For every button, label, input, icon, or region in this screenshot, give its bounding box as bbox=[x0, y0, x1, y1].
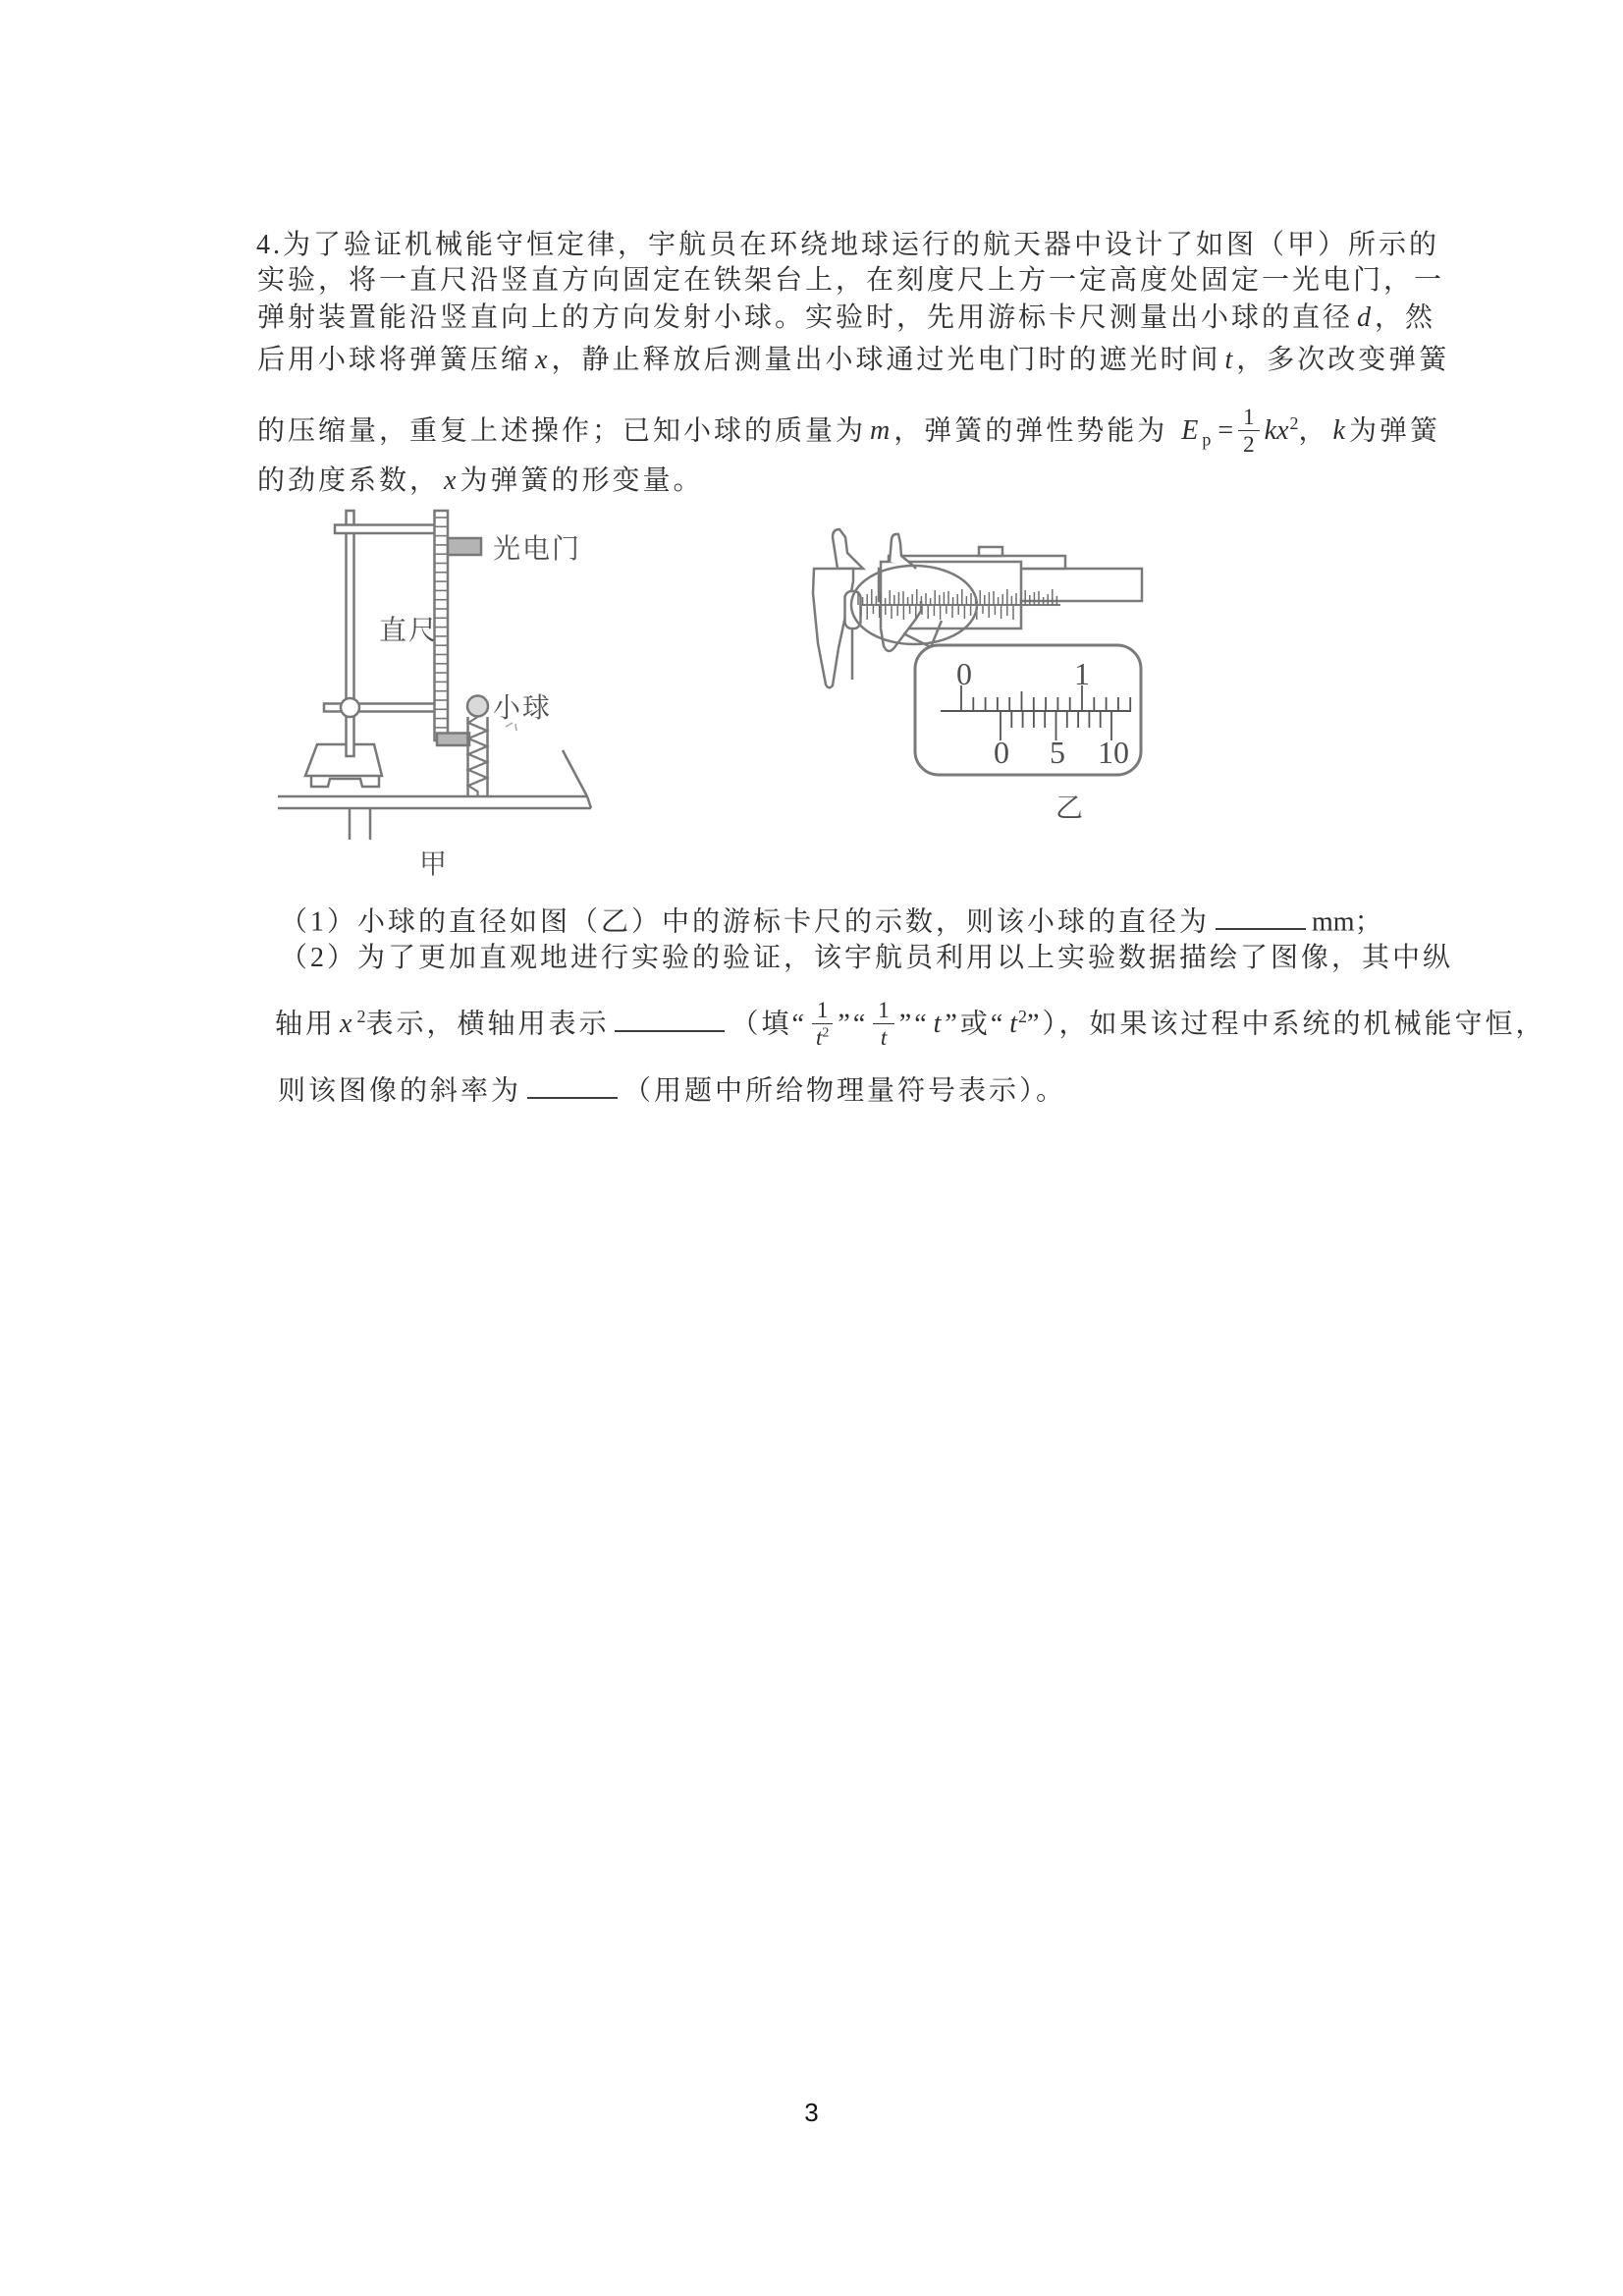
main-scale-label-1: 1 bbox=[1074, 656, 1090, 691]
scan-artifact bbox=[506, 723, 516, 731]
problem-line-1: 4.为了验证机械能守恒定律，宇航员在环绕地球运行的航天器中设计了如图（甲）所示的 bbox=[256, 230, 1440, 260]
problem-line-6: 的劲度系数， x 为弹簧的形变量。 bbox=[257, 465, 704, 496]
figure-jia-caption: 甲 bbox=[419, 849, 450, 880]
answer-blank-1 bbox=[1216, 900, 1306, 930]
vernier-label-5: 5 bbox=[1050, 735, 1065, 770]
middle-clamp bbox=[324, 698, 435, 717]
figure-yi-caliper bbox=[785, 511, 1168, 835]
fraction-1-over-t-squared: $\frac{1}{t^2}$ bbox=[812, 998, 834, 1051]
formula-Ep: E $_p$ = bbox=[1181, 415, 1234, 450]
ball-label: 小球 bbox=[493, 693, 553, 724]
answer-blank-2 bbox=[615, 1002, 725, 1032]
retort-stand-rod bbox=[347, 511, 354, 756]
top-clamp-bar bbox=[335, 525, 438, 534]
photogate-block bbox=[448, 538, 481, 555]
table-legs bbox=[350, 808, 370, 840]
figure-yi-caption: 乙 bbox=[1055, 793, 1086, 824]
photogate-label: 光电门 bbox=[493, 534, 582, 565]
main-scale-label-0: 0 bbox=[956, 656, 972, 691]
problem-line-2: 实验，将一直尺沿竖直方向固定在铁架台上，在刻度尺上方一定高度处固定一光电门，一 bbox=[257, 265, 1445, 296]
figure-jia-apparatus bbox=[236, 506, 628, 899]
vernier-label-0: 0 bbox=[994, 735, 1009, 770]
problem-line-5: 的压缩量，重复上述操作；已知小球的质量为 m ，弹簧的弹性势能为 E $_p$ = $\frac{1}{2}$ $kx^2$， k 为弹簧 bbox=[257, 405, 1440, 458]
answer-blank-3 bbox=[527, 1068, 618, 1099]
problem-line-3: 弹射装置能沿竖直向上的方向发射小球。实验时，先用游标卡尺测量出小球的直径 d ，然 bbox=[257, 302, 1436, 333]
spring bbox=[468, 717, 487, 795]
ruler-label: 直尺 bbox=[379, 616, 439, 646]
subquestion-2-line-1: （2）为了更加直观地进行实验的验证，该宇航员利用以上实验数据描绘了图像，其中纵 bbox=[280, 943, 1454, 973]
ball bbox=[467, 696, 488, 717]
caliper-thumb-screw bbox=[979, 547, 1002, 556]
fraction-one-half: $\frac{1}{2}$ bbox=[1238, 405, 1260, 458]
launcher-bracket bbox=[437, 734, 469, 746]
page-number: 3 bbox=[804, 2098, 819, 2127]
subquestion-1: （1）小球的直径如图（乙）中的游标卡尺的示数，则该小球的直径为 mm； bbox=[280, 900, 1382, 941]
subquestion-2-line-2: 轴用 x $^2$表示，横轴用表示 （填“ $\frac{1}{t^2}$ ”“ $\frac{1}{t}$ ”“ t ”或“ $t^2$”），如果该过程中系统的机械能守恒， bbox=[275, 998, 1546, 1051]
retort-stand-base bbox=[305, 744, 382, 787]
problem-line-4: 后用小球将弹簧压缩 x ，静止释放后测量出小球通过光电门时的遮光时间 t ，多次改变弹簧 bbox=[257, 345, 1450, 375]
vernier-label-10: 10 bbox=[1098, 735, 1129, 770]
caliper-fixed-upper-jaw bbox=[833, 529, 863, 569]
subquestion-2-line-3: 则该图像的斜率为 （用题中所给物理量符号表示）。 bbox=[278, 1068, 1066, 1110]
fraction-1-over-t: $\frac{1}{t}$ bbox=[873, 998, 894, 1051]
